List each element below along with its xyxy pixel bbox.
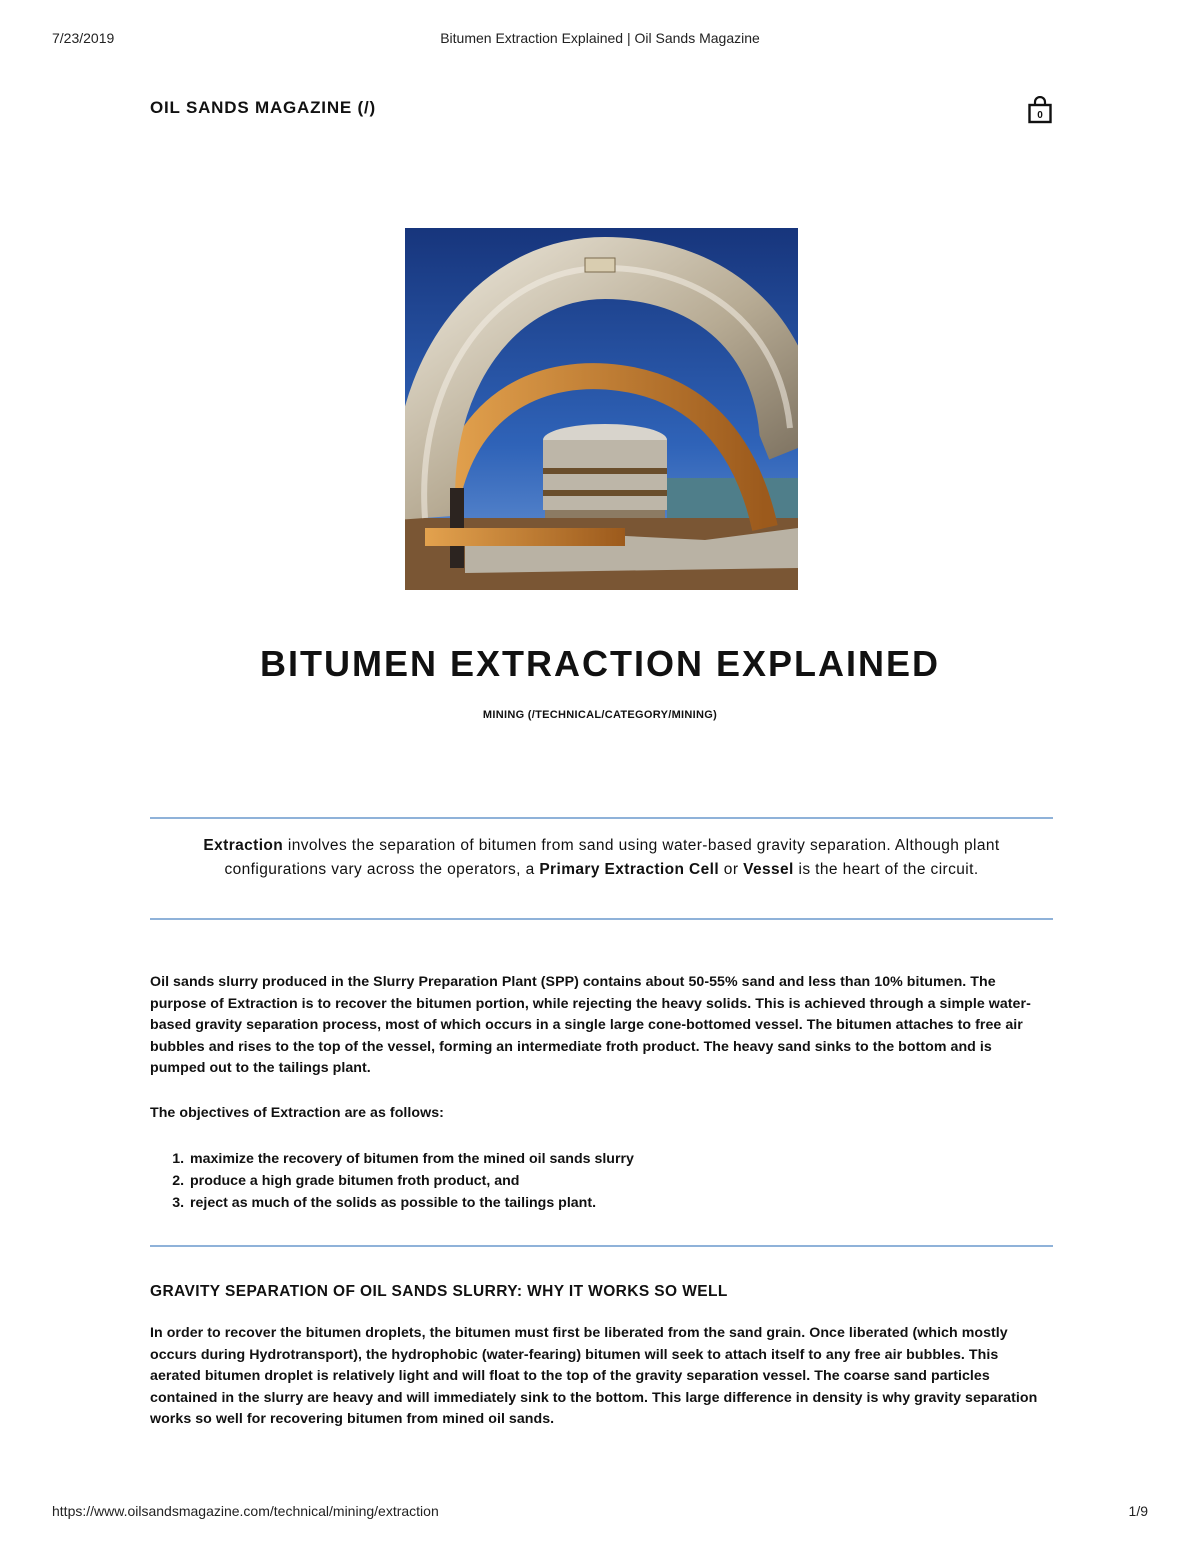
- print-header: [52, 30, 1148, 50]
- shopping-bag-icon[interactable]: [1027, 96, 1053, 124]
- hero-image: [405, 228, 798, 590]
- article-title: BITUMEN EXTRACTION EXPLAINED: [259, 643, 941, 684]
- section-heading: GRAVITY SEPARATION OF OIL SANDS SLURRY: WHY IT WORKS SO WELL: [150, 1283, 728, 1300]
- callout-bold-primary-cell: Primary Extraction Cell: [539, 861, 720, 878]
- callout-text-2: or: [719, 861, 744, 878]
- section-divider: [150, 1245, 1053, 1247]
- site-header: [150, 96, 1053, 126]
- intro-callout: [180, 834, 1023, 882]
- callout-text-1: involves the separation of bitumen from sand using water-based gravity separation. Although plant configurations vary across the operators, a: [224, 837, 1000, 878]
- list-item: 1. maximize the recovery of bitumen from the mined oil sands slurry: [188, 1148, 1088, 1170]
- print-date: 7/23/2019: [52, 30, 115, 46]
- list-item: 2. produce a high grade bitumen froth product, and: [188, 1170, 1088, 1192]
- section-paragraph: In order to recover the bitumen droplets, the bitumen must first be liberated from the sand grain. Once liberated (which mostly occurs during Hydrotransport), the hydrophobic (water-fearing) bitumen will seek to attach itself to any free air bubbles. This aerated bitumen droplet is relatively light and will float to the top of the gravity separation vessel. The coarse sand particles contained in the slurry are heavy and will immediately sink to the bottom. This large difference in density is why gravity separation works so well for recovering bitumen from mined oil sands.: [150, 1325, 1038, 1427]
- print-page-title: Bitumen Extraction Explained | Oil Sands Magazine: [440, 30, 760, 46]
- print-page-number: 1/9: [1128, 1503, 1148, 1519]
- intro-paragraph: Oil sands slurry produced in the Slurry Preparation Plant (SPP) contains about 50-55% sand and less than 10% bitumen. The purpose of Extraction is to recover the bitumen portion, while rejecting the heavy solids. This is achieved through a simple water-based gravity separation process, most of which occurs in a single large cone-bottomed vessel. The bitumen attaches to free air bubbles and rises to the top of the vessel, forming an intermediate froth product. The heavy sand sinks to the bottom and is pumped out to the tailings plant.: [150, 974, 1031, 1076]
- callout-text-3: is the heart of the circuit.: [793, 861, 979, 878]
- category-link[interactable]: MINING (/TECHNICAL/CATEGORY/MINING): [482, 709, 718, 721]
- list-item: 3. reject as much of the solids as possible to the tailings plant.: [188, 1192, 1088, 1214]
- objectives-intro: The objectives of Extraction are as follows:: [150, 1105, 444, 1121]
- divider-bottom: [150, 918, 1053, 920]
- site-logo-link[interactable]: OIL SANDS MAGAZINE (/): [150, 98, 377, 117]
- callout-bold-extraction: Extraction: [203, 837, 284, 854]
- industrial-pipes-photo: [405, 228, 798, 590]
- print-footer: [52, 1503, 1148, 1523]
- print-url: https://www.oilsandsmagazine.com/technical/mining/extraction: [52, 1503, 439, 1519]
- objectives-list: [150, 1148, 1088, 1214]
- callout-bold-vessel: Vessel: [743, 861, 794, 878]
- divider-top: [150, 817, 1053, 819]
- cart-count: 0: [1037, 110, 1043, 121]
